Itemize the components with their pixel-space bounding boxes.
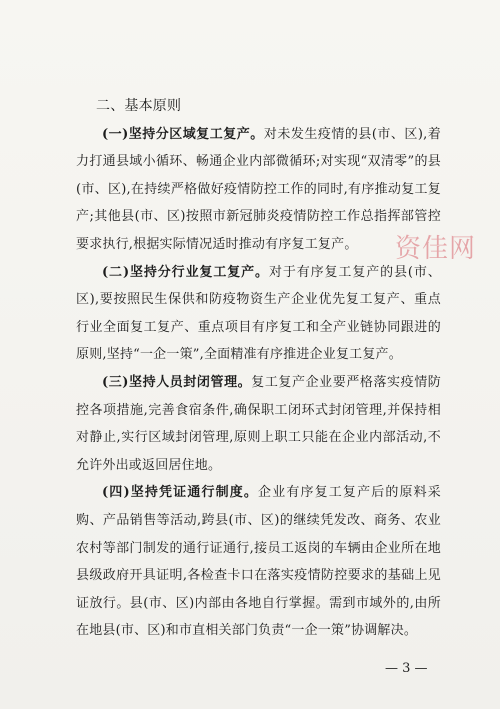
paragraph-3-lead: (三)坚持人员封闭管理。 [102, 374, 252, 390]
paragraph-3 [76, 369, 441, 479]
paragraph-1 [76, 121, 441, 259]
paragraph-2-lead: (二)坚持分行业复工复产。 [102, 264, 269, 280]
paragraph-4-text: 企业有序复工复产后的原料采购、产品销售等活动,跨县(市、区)的继续凭发改、商务、农业农村等部门制发的通行证通行,接员工返岗的车辆由企业所在地县级政府开具证明,各检查卡口在落实疫情防控要求的基础上见证放行。县(市、区)内部由各地自行掌握。需到市域外的,由所在地县(市、区)和市直相关部门负责“一企一策”协调解决。 [76, 485, 441, 639]
paragraph-1-text: 对未发生疫情的县(市、区),着力打通县域小循环、畅通企业内部微循环;对实现“双清零”的县(市、区),在持续严格做好疫情防控工作的同时,有序推动复工复产;其他县(市、区)按照市新冠肺炎疫情防控工作总指挥部管控要求执行,根据实际情况适时推动有序复工复产。 [76, 126, 441, 252]
paragraph-4 [76, 479, 441, 645]
paragraph-2 [76, 259, 441, 369]
paragraph-4-lead: (四)坚持凭证通行制度。 [102, 485, 259, 501]
paragraph-1-lead: (一)坚持分区域复工复产。 [102, 126, 264, 142]
page-number: — 3 — [385, 661, 428, 676]
document-body [76, 93, 441, 645]
watermark-logo: 资佳网 [395, 234, 477, 264]
section-title: 二、基本原则 [96, 98, 182, 114]
paragraph-2-text: 对于有序复工复产的县(市、区),要按照民生保供和防疫物资生产企业优先复工复产、重点行业全面复工复产、重点项目有序复工和全产业链协同跟进的原则,坚持“一企一策”,全面精准有序推进企业复工复产。 [76, 264, 441, 363]
paragraph-3-text: 复工复产企业要严格落实疫情防控各项措施,完善食宿条件,确保职工闭环式封闭管理,并保持相对静止,实行区域封闭管理,原则上职工只能在企业内部活动,不允许外出或返回居住地。 [76, 374, 441, 473]
